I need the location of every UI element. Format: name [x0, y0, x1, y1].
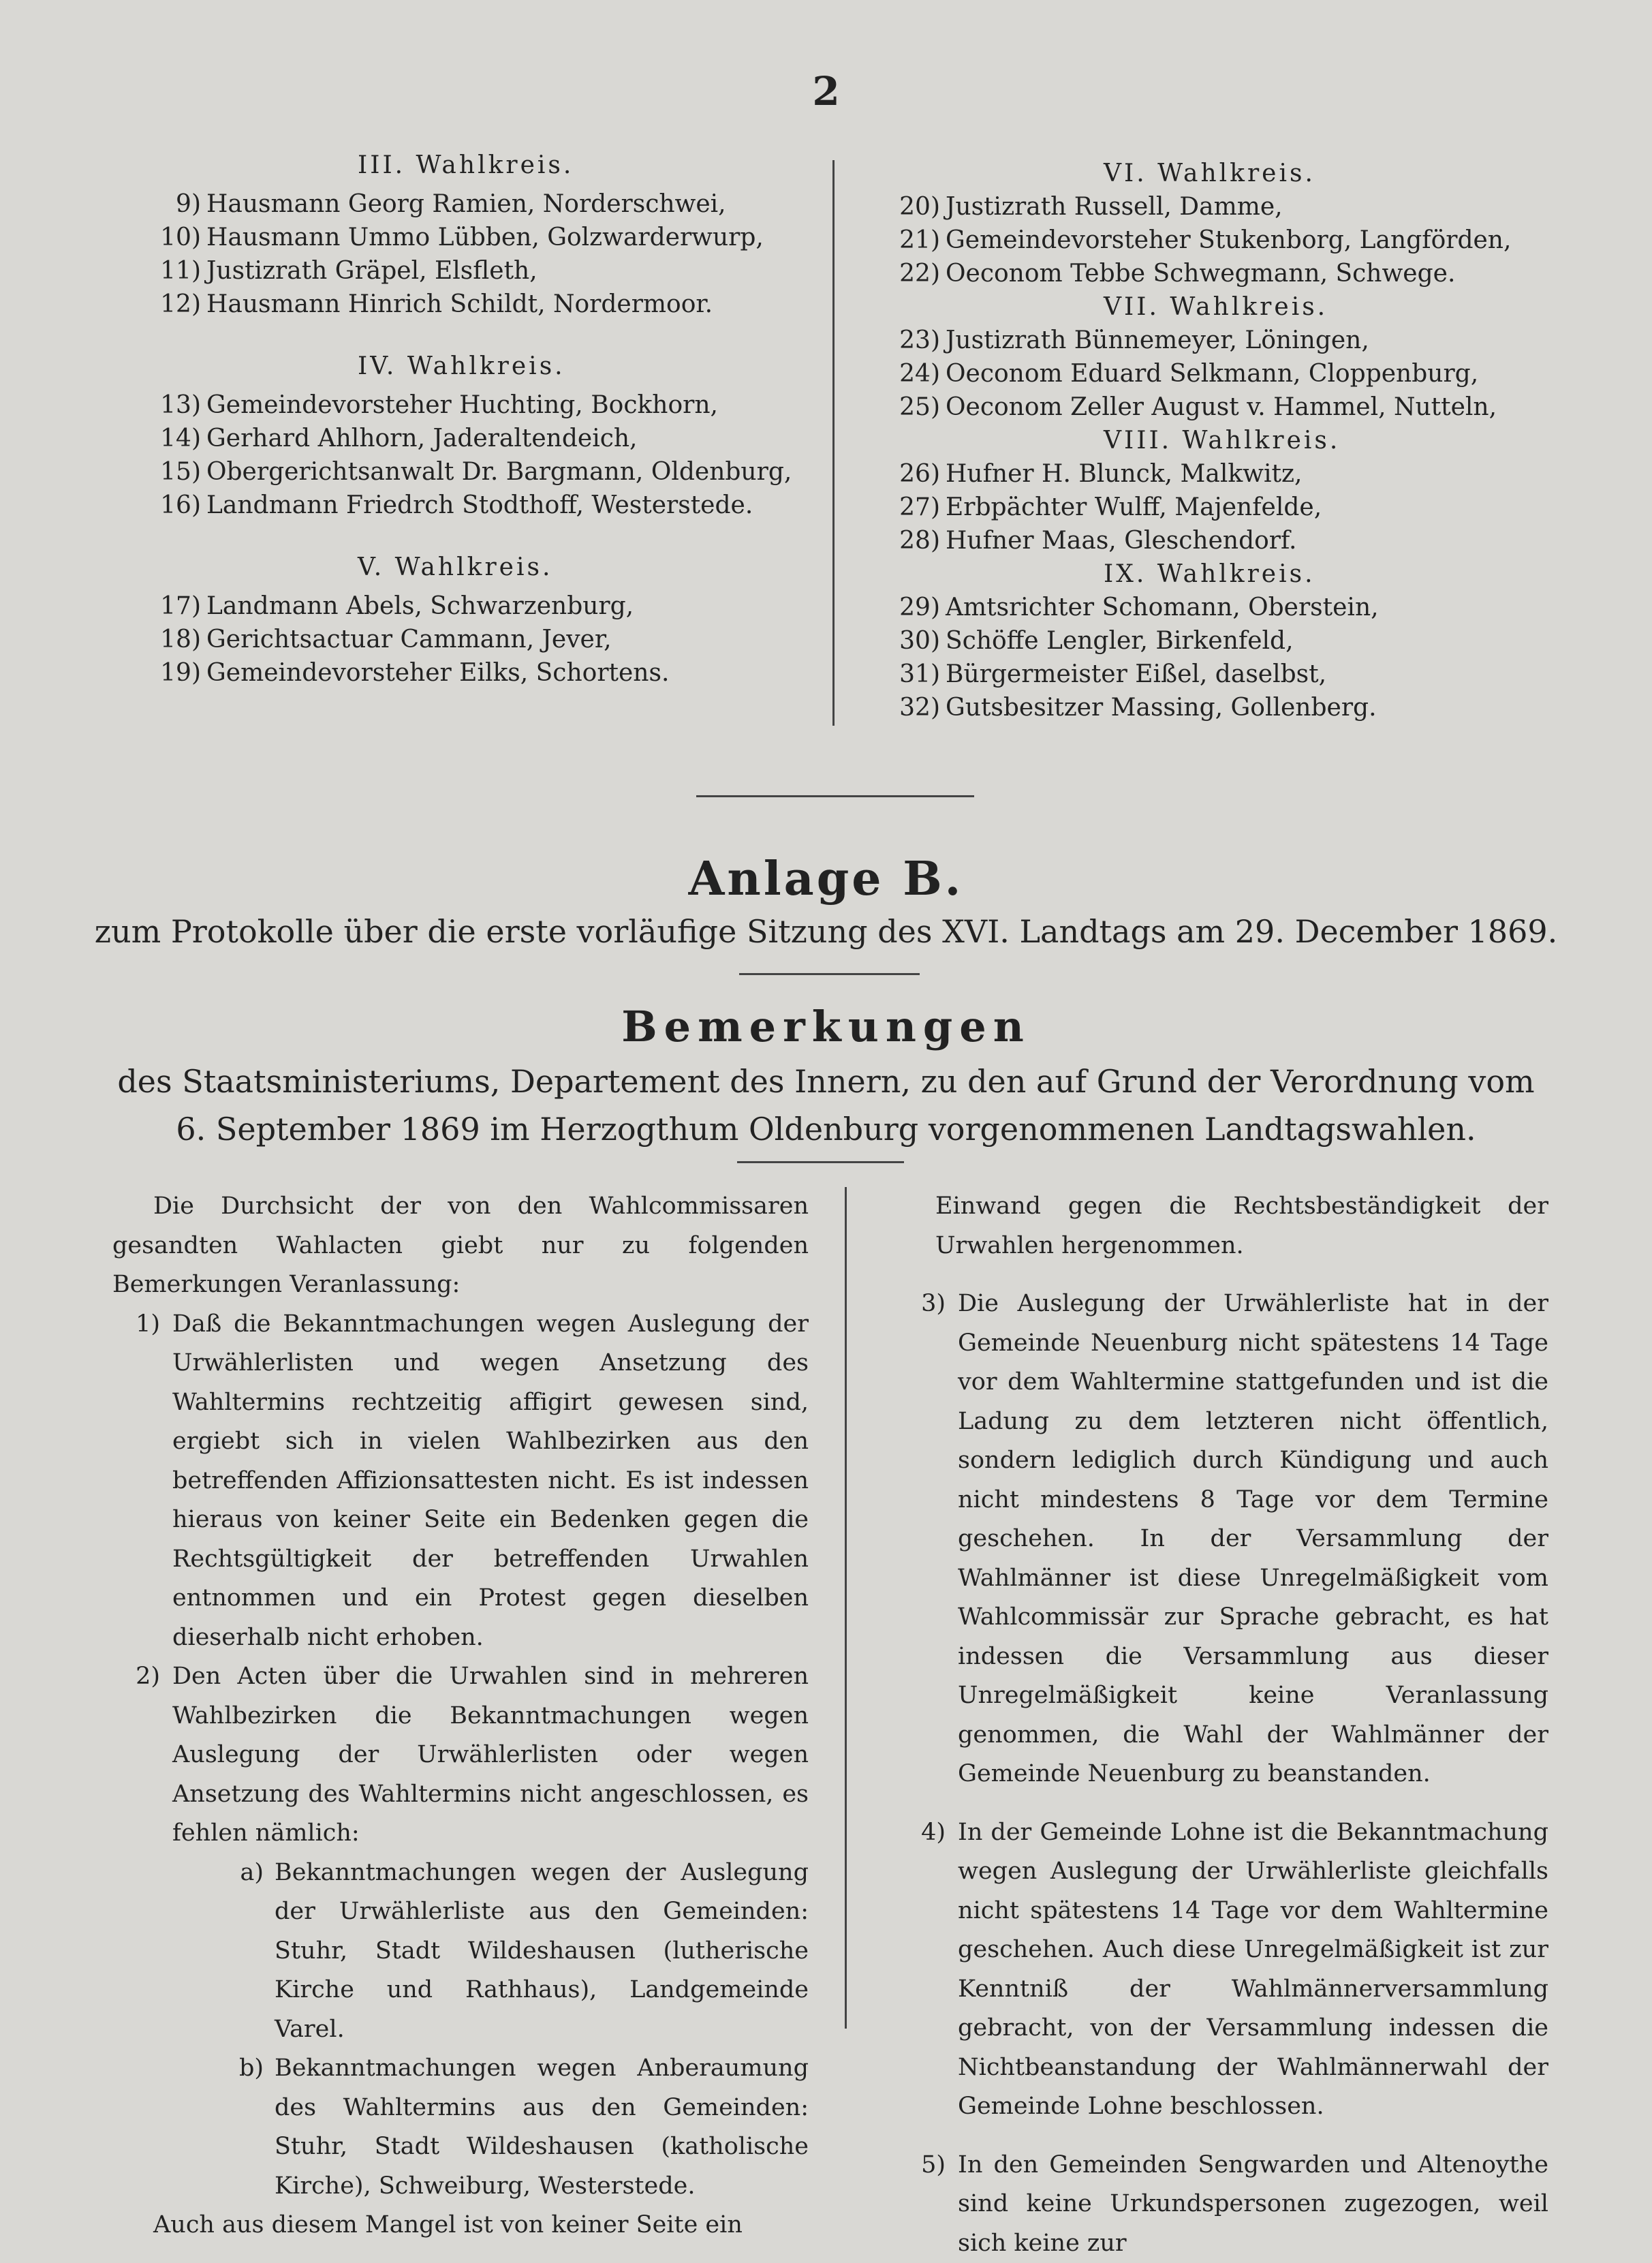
intro-paragraph: Die Durchsicht der von den Wahlcommissaren gesandten Wahlacten giebt nur zu folgenden Bemerkungen Veranlassung: [112, 1187, 809, 1305]
wahlkreis-heading: VIII. Wahlkreis. [1104, 424, 1560, 457]
title-divider [739, 973, 920, 975]
section-divider [696, 795, 974, 797]
bemerkungen-line-2: 6. September 1869 im Herzogthum Oldenburg vorgenommenen Landtagswahlen. [0, 1111, 1652, 1148]
bemerkungen-title: Bemerkungen [0, 1002, 1652, 1051]
list-item: 10) Hausmann Ummo Lübben, Golzwarderwurp, [140, 221, 821, 254]
list-item: 22) Oeconom Tebbe Schwegmann, Schwege. [879, 257, 1560, 290]
numbered-item: 3) Die Auslegung der Urwählerliste hat in der Gemeinde Neuenburg nicht spätestens 14 Tage vor dem Wahltermine stattgefunden und ist die Ladung zu dem letzteren nicht öffentlich, sondern lediglich durch Kündigung und auch nicht mindestens 8 Tage vor dem Termine geschehen. In der Versammlung der Wahlmänner ist diese Unregelmäßigkeit vom Wahlcommissär zur Sprache gebracht, es hat indessen die Versammlung aus dieser Unregelmäßigkeit keine Veranlassung genommen, die Wahl der Wahlmänner der Gemeinde Neuenburg zu beanstanden. [898, 1284, 1548, 1794]
list-item: 32) Gutsbesitzer Massing, Gollenberg. [879, 691, 1560, 724]
body-column-left [112, 1187, 809, 2245]
list-item: 15) Obergerichtsanwalt Dr. Bargmann, Oldenburg, [140, 455, 821, 489]
wahlkreis-heading: IX. Wahlkreis. [1104, 557, 1560, 591]
wahlkreis-heading: IV. Wahlkreis. [358, 350, 821, 383]
list-item: 14) Gerhard Ahlhorn, Jaderaltendeich, [140, 422, 821, 455]
numbered-item: 5) In den Gemeinden Sengwarden und Altenoythe sind keine Urkundspersonen zugezogen, weil sich keine zur [898, 2146, 1548, 2263]
lettered-item: a) Bekanntmachungen wegen der Auslegung der Urwählerliste aus den Gemeinden: Stuhr, Stadt Wildeshausen (lutherische Kirche und Rathhaus), Landgemeinde Varel. [230, 1853, 809, 2050]
list-item: 30) Schöffe Lengler, Birkenfeld, [879, 624, 1560, 658]
list-item: 23) Justizrath Bünnemeyer, Löningen, [879, 324, 1560, 357]
anlage-title: Anlage B. [0, 852, 1652, 906]
list-item: 17) Landmann Abels, Schwarzenburg, [140, 589, 821, 623]
wahlkreis-heading: VI. Wahlkreis. [1104, 157, 1560, 190]
bemerkungen-line-1: des Staatsministeriums, Departement des Innern, zu den auf Grund der Verordnung vom [0, 1063, 1652, 1100]
lettered-item: b) Bekanntmachungen wegen Anberaumung des Wahltermins aus den Gemeinden: Stuhr, Stadt Wildeshausen (katholische Kirche), Schweiburg, Westerstede. [230, 2049, 809, 2206]
list-item: 18) Gerichtsactuar Cammann, Jever, [140, 623, 821, 656]
list-item: 19) Gemeindevorsteher Eilks, Schortens. [140, 656, 821, 690]
list-item: 9) Hausmann Georg Ramien, Norderschwei, [140, 187, 821, 221]
body-column-right [898, 1187, 1548, 2263]
list-item: 16) Landmann Friedrch Stodthoff, Westerstede. [140, 489, 821, 522]
numbered-item: 2) Den Acten über die Urwahlen sind in mehreren Wahlbezirken die Bekanntmachungen wegen Auslegung der Urwählerlisten oder wegen Ansetzung des Wahltermins nicht angeschlossen, es fehlen nämlich: [112, 1657, 809, 1853]
page-number: 2 [0, 68, 1652, 114]
column-divider [845, 1187, 847, 2029]
list-item: 20) Justizrath Russell, Damme, [879, 190, 1560, 224]
list-item: 27) Erbpächter Wulff, Majenfelde, [879, 491, 1560, 524]
list-item: 12) Hausmann Hinrich Schildt, Nordermoor. [140, 288, 821, 321]
list-item: 28) Hufner Maas, Gleschendorf. [879, 524, 1560, 557]
wahlkreis-heading: III. Wahlkreis. [358, 149, 821, 182]
wahlkreis-list-right [879, 157, 1560, 724]
anlage-subtitle: zum Protokolle über die erste vorläufige Sitzung des XVI. Landtags am 29. December 1869. [0, 913, 1652, 950]
numbered-item: 1) Daß die Bekanntmachungen wegen Auslegung der Urwählerlisten und wegen Ansetzung des Wahltermins rechtzeitig affigirt gewesen sind, ergiebt sich in vielen Wahlbezirken aus den betreffenden Affizionsattesten nicht. Es ist indessen hieraus von keiner Seite ein Bedenken gegen die Rechtsgültigkeit der betreffenden Urwahlen entnommen und ein Protest gegen dieselben dieserhalb nicht erhoben. [112, 1305, 809, 1658]
list-item: 31) Bürgermeister Eißel, daselbst, [879, 658, 1560, 691]
list-item: 13) Gemeindevorsteher Huchting, Bockhorn, [140, 388, 821, 422]
closing-paragraph: Auch aus diesem Mangel ist von keiner Seite ein [112, 2206, 809, 2245]
list-item: 11) Justizrath Gräpel, Elsfleth, [140, 254, 821, 288]
list-item: 29) Amtsrichter Schomann, Oberstein, [879, 591, 1560, 624]
wahlkreis-list-left [140, 149, 821, 690]
list-item: 24) Oeconom Eduard Selkmann, Cloppenburg, [879, 357, 1560, 390]
wahlkreis-heading: V. Wahlkreis. [358, 551, 821, 584]
list-item: 26) Hufner H. Blunck, Malkwitz, [879, 457, 1560, 491]
title-divider [737, 1161, 904, 1163]
list-item: 25) Oeconom Zeller August v. Hammel, Nutteln, [879, 390, 1560, 424]
wahlkreis-heading: VII. Wahlkreis. [1104, 290, 1560, 324]
column-divider [832, 160, 835, 726]
numbered-item: 4) In der Gemeinde Lohne ist die Bekanntmachung wegen Auslegung der Urwählerliste gleichfalls nicht spätestens 14 Tage vor dem Wahltermine geschehen. Auch diese Unregelmäßigkeit ist zur Kenntniß der Wahlmännerversammlung gebracht, von der Versammlung indessen die Nichtbeanstandung der Wahlmännerwahl der Gemeinde Lohne beschlossen. [898, 1813, 1548, 2127]
list-item: 21) Gemeindevorsteher Stukenborg, Langförden, [879, 224, 1560, 257]
continuation-paragraph: Einwand gegen die Rechtsbeständigkeit der Urwahlen hergenommen. [898, 1187, 1548, 1265]
